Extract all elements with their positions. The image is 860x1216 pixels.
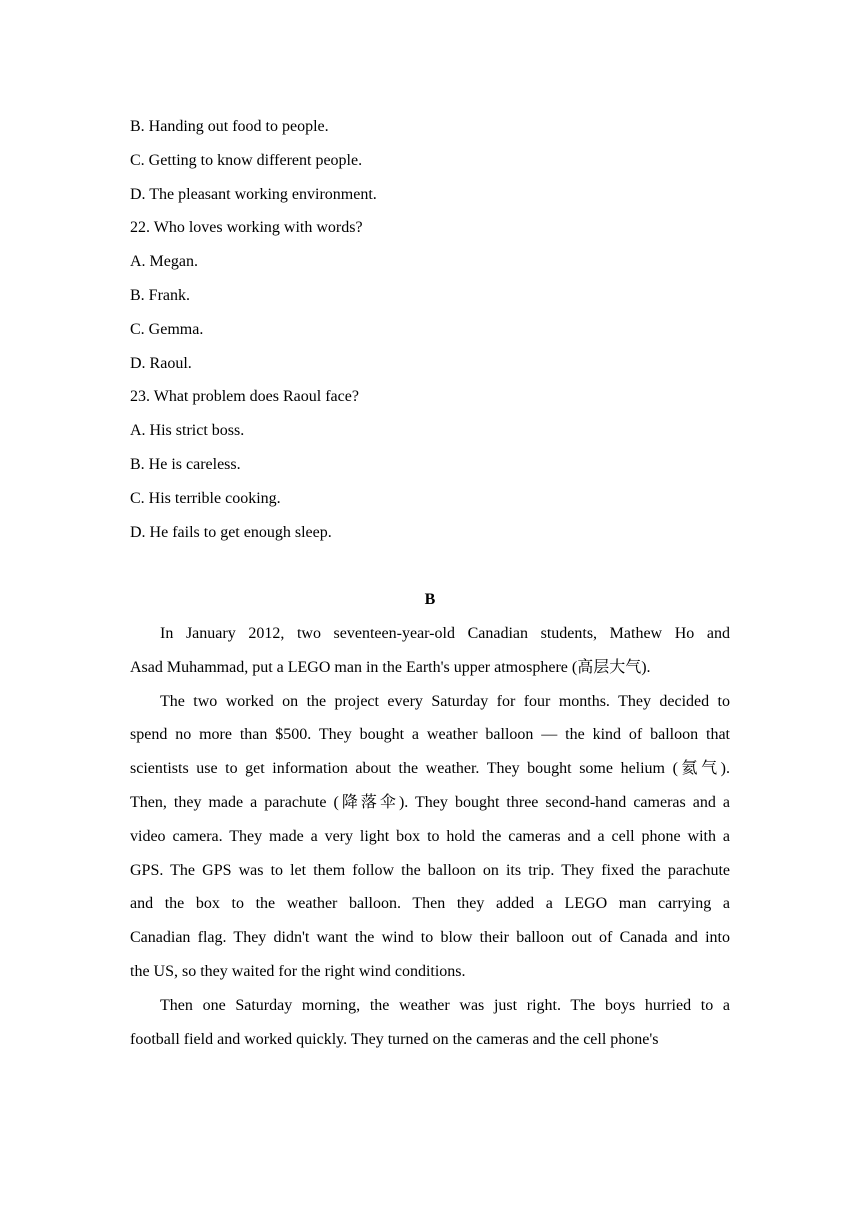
paragraph-line: the US, so they waited for the right wind conditions. [130,962,466,980]
option-21-b: B. Handing out food to people. [130,118,329,135]
paragraph-line: football field and worked quickly. They turned on the cameras and the cell phone's [130,1030,659,1048]
question-22: 22. Who loves working with words? [130,219,363,237]
paragraph-line: GPS. The GPS was to let them follow the balloon on its trip. They fixed the parachute [130,861,730,879]
option-21-d: D. The pleasant working environment. [130,185,377,203]
option-23-d: D. He fails to get enough sleep. [130,523,332,541]
paragraph-2 [130,685,730,989]
paragraph-line: scientists use to get information about the weather. They bought some helium (氦气). [130,760,730,778]
paragraph-1 [130,617,730,685]
option-22-c: C. Gemma. [130,320,204,338]
paragraph-line: Canadian flag. They didn't want the wind to blow their balloon out of Canada and into [130,929,730,947]
paragraph-line: and the box to the weather balloon. Then they added a LEGO man carrying a [130,895,730,913]
document-content [130,110,730,1056]
paragraph-line: video camera. They made a very light box to hold the cameras and a cell phone with a [130,827,730,845]
option-21-c: C. Getting to know different people. [130,151,363,169]
paragraph-line: Then one Saturday morning, the weather was just right. The boys hurried to a [160,996,730,1014]
option-22-d: D. Raoul. [130,354,192,372]
option-23-a: A. His strict boss. [130,422,245,440]
option-23-c: C. His terrible cooking. [130,489,281,507]
question-23: 23. What problem does Raoul face? [130,388,359,406]
paragraph-line: Then, they made a parachute (降落伞). They bought three second-hand cameras and a [130,793,730,811]
section-title: B [424,591,436,609]
paragraph-line: The two worked on the project every Saturday for four months. They decided to [160,692,730,710]
paragraph-line: spend no more than $500. They bought a weather balloon — the kind of balloon that [130,726,730,744]
option-23-b: B. He is careless. [130,455,241,473]
option-22-a: A. Megan. [130,253,198,271]
option-22-b: B. Frank. [130,286,190,304]
paragraph-line: In January 2012, two seventeen-year-old Canadian students, Mathew Ho and [160,624,730,642]
paragraph-line: Asad Muhammad, put a LEGO man in the Earth's upper atmosphere (高层大气). [130,658,651,676]
paragraph-3 [130,989,730,1057]
